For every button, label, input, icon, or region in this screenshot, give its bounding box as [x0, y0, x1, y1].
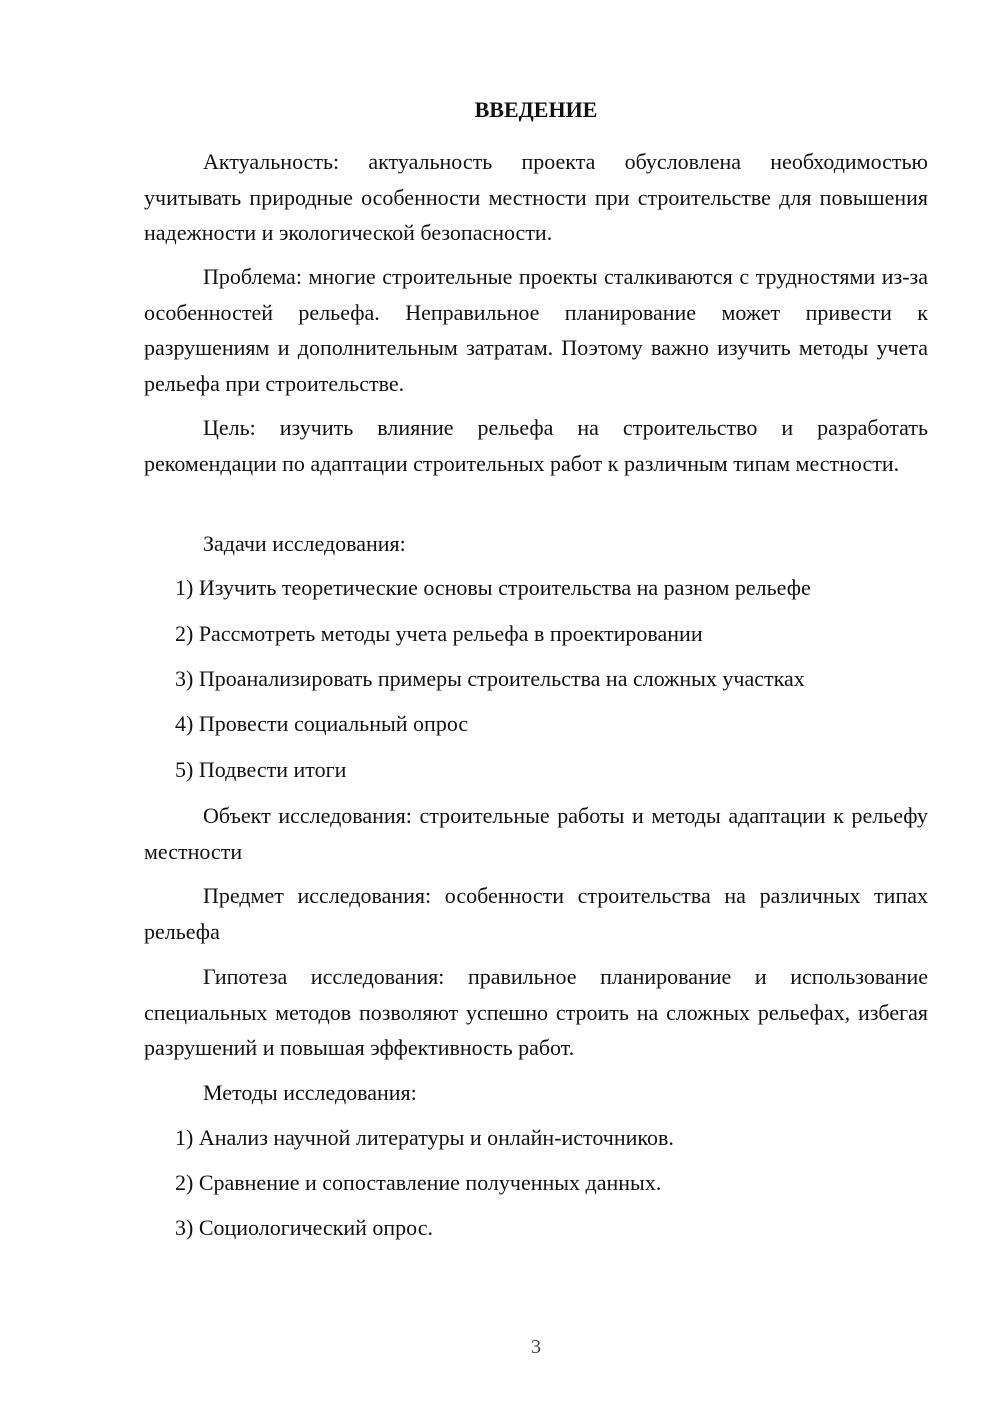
tasks-heading: Задачи исследования:	[203, 531, 406, 556]
paragraph-relevance: Актуальность: актуальность проекта обусловлена необходимостью учитывать природные особенности местности при строительстве для повышения надежности и экологической безопасности.	[144, 149, 928, 245]
task-item: 3) Проанализировать примеры строительства на сложных участках	[175, 666, 805, 691]
task-item: 1) Изучить теоретические основы строительства на разном рельефе	[175, 575, 811, 600]
paragraph-goal: Цель: изучить влияние рельефа на строительство и разработать рекомендации по адаптации строительных работ к различным типам местности.	[144, 415, 928, 476]
method-item: 2) Сравнение и сопоставление полученных данных.	[175, 1170, 662, 1195]
paragraph-problem: Проблема: многие строительные проекты сталкиваются с трудностями из-за особенностей рельефа. Неправильное планирование может привести к разрушениям и дополнительным затратам. Поэтому важно изучить методы учета рельефа при строительстве.	[144, 264, 928, 396]
paragraph-hypothesis: Гипотеза исследования: правильное планирование и использование специальных методов позволяют успешно строить на сложных рельефах, избегая разрушений и повышая эффективность работ.	[144, 964, 928, 1060]
method-item: 3) Социологический опрос.	[175, 1215, 433, 1240]
section-title: ВВЕДЕНИЕ	[474, 97, 598, 122]
methods-heading: Методы исследования:	[203, 1080, 417, 1105]
method-item: 1) Анализ научной литературы и онлайн-источников.	[175, 1125, 674, 1150]
task-item: 4) Провести социальный опрос	[175, 711, 469, 736]
task-item: 5) Подвести итоги	[175, 757, 347, 782]
task-item: 2) Рассмотреть методы учета рельефа в проектировании	[175, 621, 703, 646]
page-number: 3	[531, 1336, 541, 1358]
paragraph-subject: Предмет исследования: особенности строительства на различных типах рельефа	[144, 883, 928, 944]
paragraph-object: Объект исследования: строительные работы и методы адаптации к рельефу местности	[144, 803, 928, 864]
